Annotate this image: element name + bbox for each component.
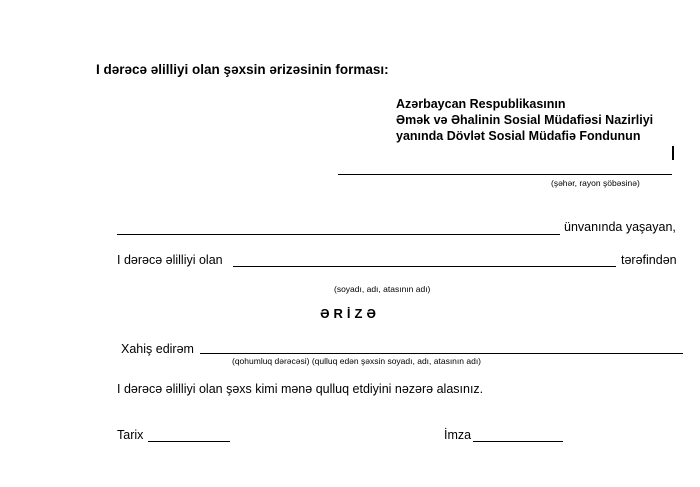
request-prefix: Xahiş edirəm bbox=[121, 342, 194, 356]
request-caption: (qohumluq dərəcəsi) (qulluq edən şəxsin soyadı, adı, atasının adı) bbox=[232, 356, 482, 366]
text-cursor bbox=[672, 146, 674, 160]
date-blank-line[interactable] bbox=[148, 441, 230, 442]
name-suffix: tərəfindən bbox=[621, 253, 677, 267]
signature-label: İmza bbox=[444, 428, 472, 442]
date-label: Tarix bbox=[117, 428, 144, 442]
application-heading: ƏRİZƏ bbox=[320, 306, 380, 321]
form-title: I dərəcə əlilliyi olan şəxsin ərizəsinin forması: bbox=[96, 62, 389, 77]
department-blank-line[interactable] bbox=[338, 174, 672, 175]
address-suffix: ünvanında yaşayan, bbox=[564, 220, 676, 234]
department-caption: (şəhər, rayon şöbəsinə) bbox=[551, 178, 640, 188]
disabled-person-prefix: I dərəcə əlilliyi olan bbox=[117, 253, 223, 267]
request-blank-line[interactable] bbox=[200, 353, 683, 354]
name-caption: (soyadı, adı, atasının adı) bbox=[334, 284, 431, 294]
signature-blank-line[interactable] bbox=[473, 441, 563, 442]
request-text: I dərəcə əlilliyi olan şəxs kimi mənə qulluq etdiyini nəzərə alasınız. bbox=[117, 382, 484, 396]
recipient-line-3: yanında Dövlət Sosial Müdafiə Fondunun bbox=[396, 129, 641, 143]
name-blank-line[interactable] bbox=[233, 266, 616, 267]
recipient-line-1: Azərbaycan Respublikasının bbox=[396, 97, 566, 111]
recipient-block bbox=[396, 96, 653, 144]
address-blank-line[interactable] bbox=[117, 234, 560, 235]
recipient-line-2: Əmək və Əhalinin Sosial Müdafiəsi Nazirliyi bbox=[396, 113, 654, 127]
